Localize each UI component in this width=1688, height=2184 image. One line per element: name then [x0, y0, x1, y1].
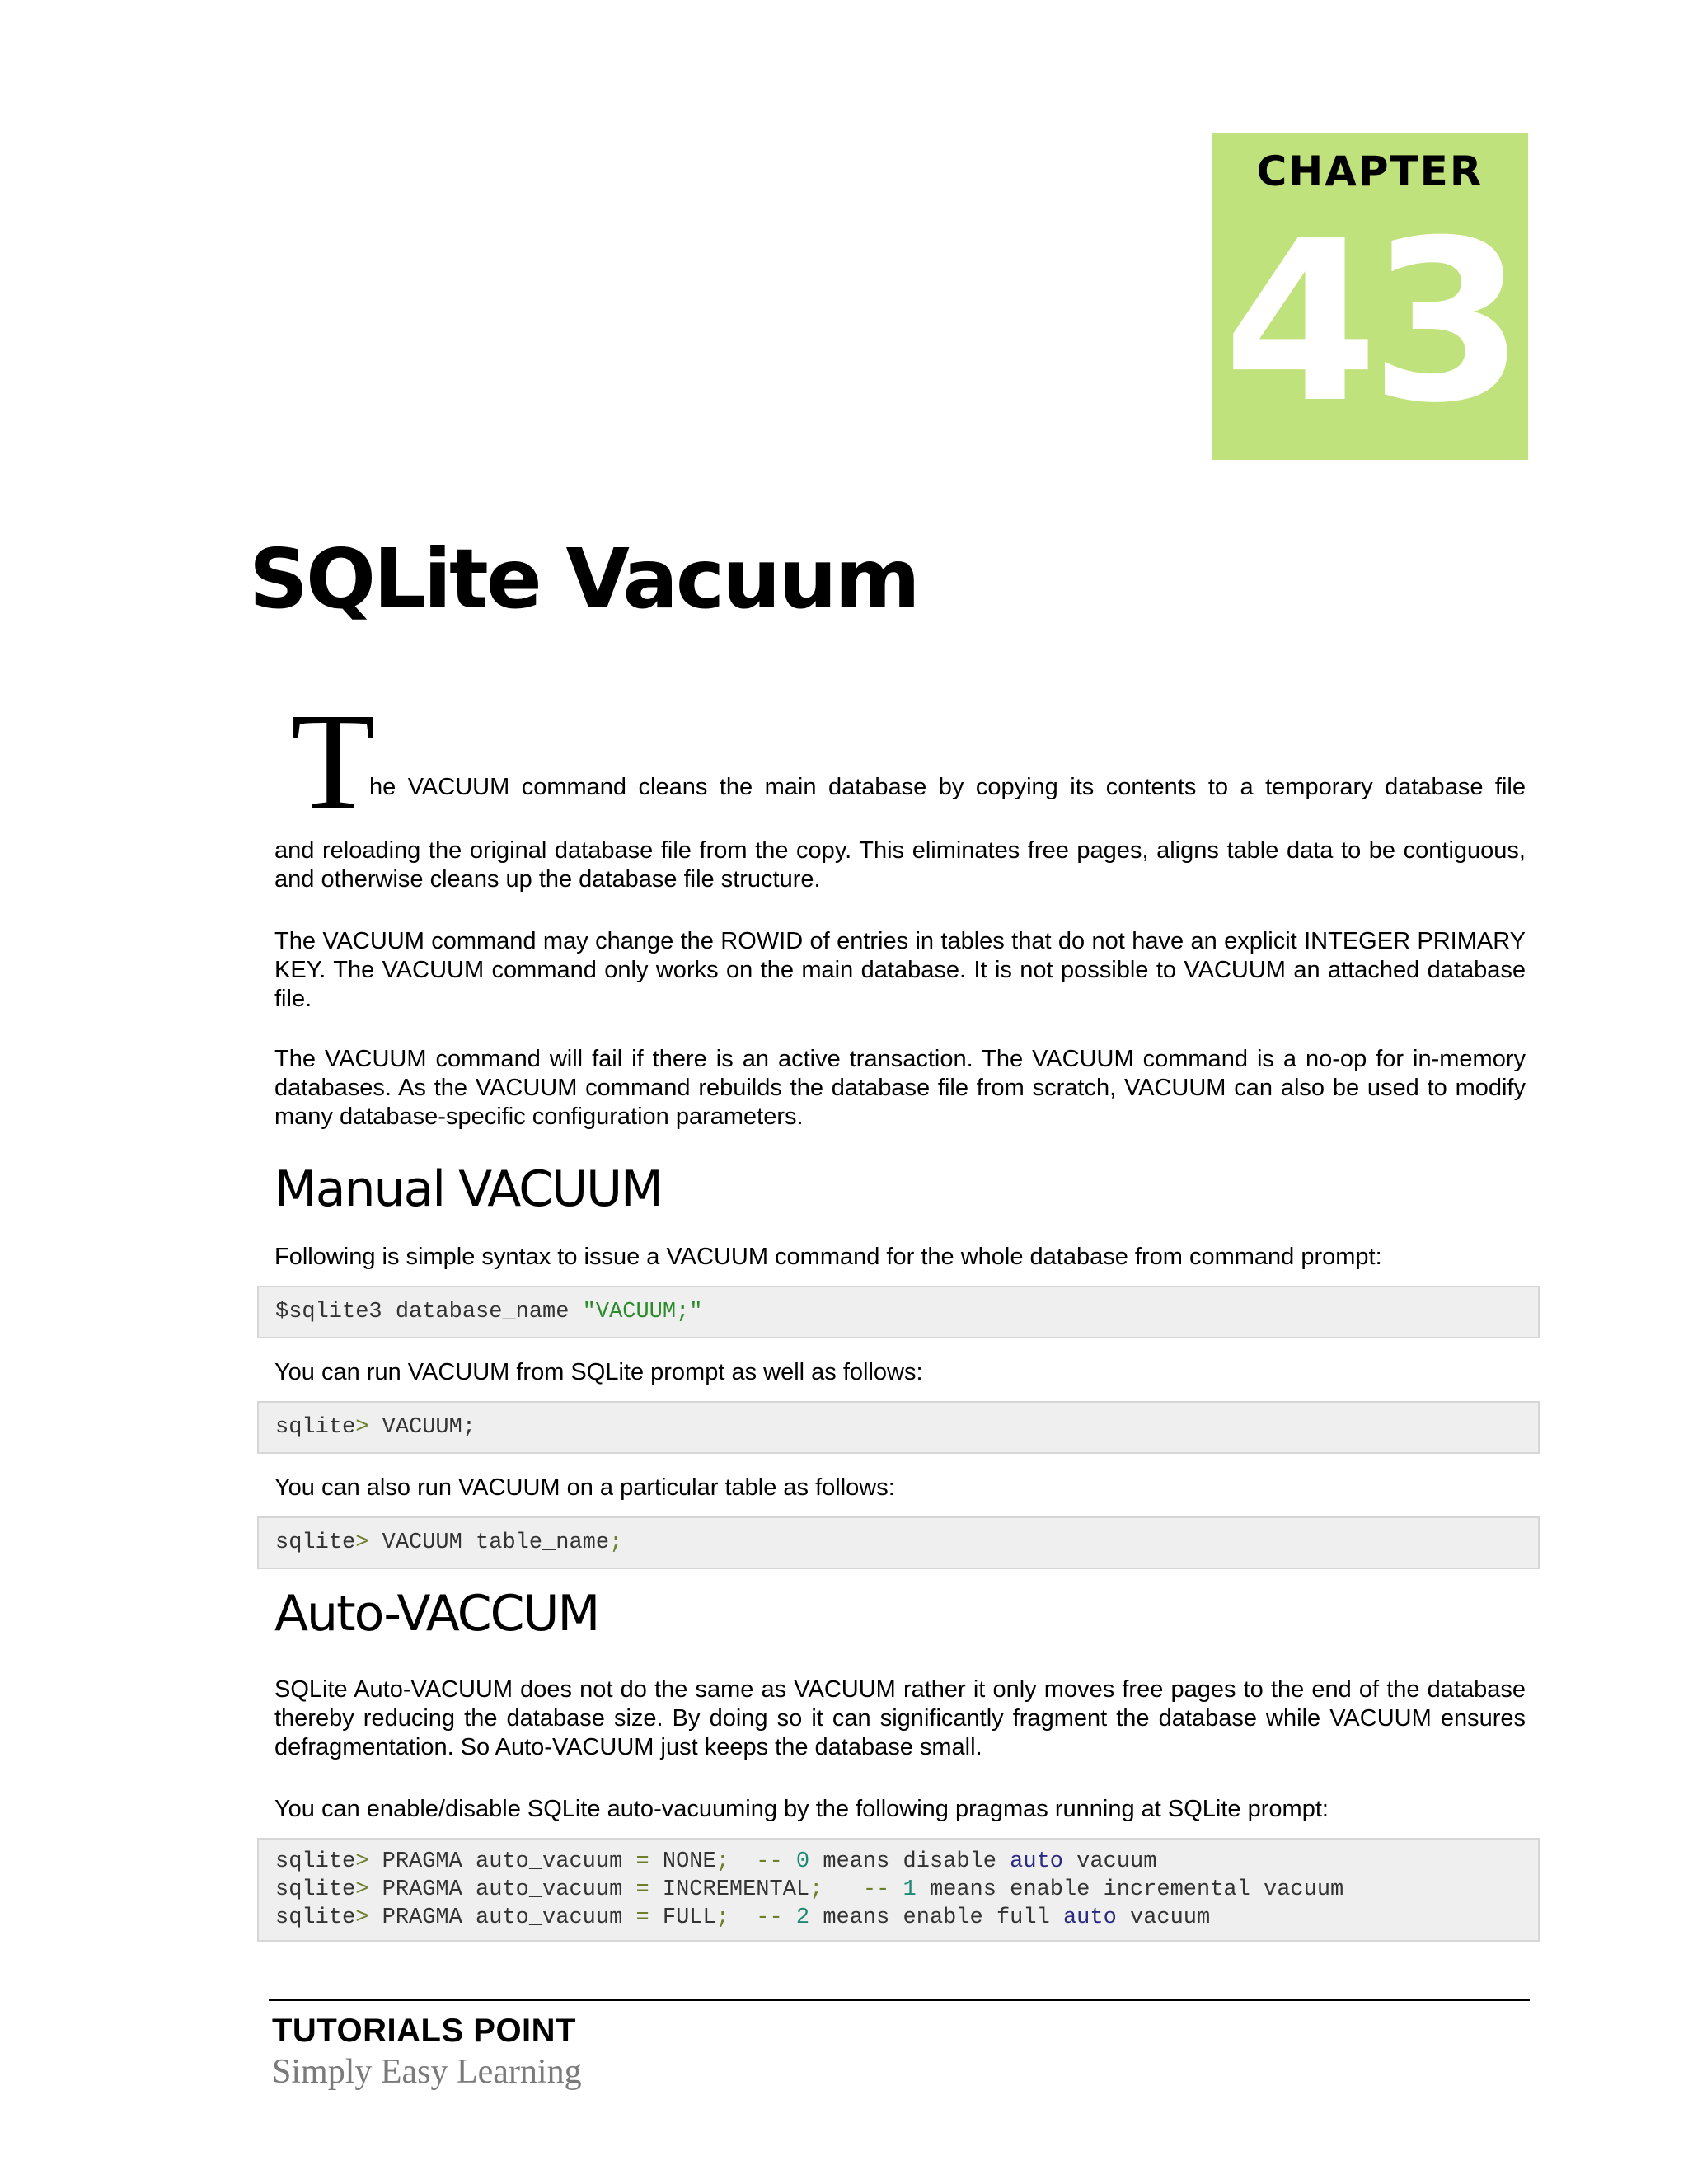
paragraph-text: You can also run VACUUM on a particular table as follows: [274, 1474, 895, 1501]
code-number: 1 [889, 1877, 917, 1902]
code-block-sqlite-prompt [257, 1401, 1540, 1454]
code-prompt: sqlite [275, 1877, 356, 1902]
code-equals: = [635, 1849, 649, 1874]
code-stmt: VACUUM; [368, 1415, 476, 1440]
paragraph-text: You can enable/disable SQLite auto-vacuuming by the following pragmas running at SQLite prompt: [274, 1796, 1329, 1822]
code-string: "VACUUM;" [582, 1300, 703, 1324]
code-prompt-gt: > [355, 1905, 369, 1930]
code-comment-text: vacuum [1116, 1905, 1211, 1930]
chapter-label: CHAPTER [1256, 148, 1484, 195]
code-comment-text: means enable incremental vacuum [916, 1877, 1344, 1902]
code-line [275, 1876, 1522, 1904]
code-stmt: VACUUM table_name [368, 1530, 610, 1555]
code-line [275, 1413, 1522, 1441]
code-comment-text: means disable [809, 1849, 1010, 1874]
code-block-pragmas [257, 1838, 1540, 1942]
code-comment-dash: -- [729, 1849, 783, 1874]
code-semicolon: ; [715, 1849, 729, 1874]
code-comment-text: means enable full [809, 1905, 1063, 1930]
code-number: 0 [782, 1849, 810, 1874]
code-cmd: PRAGMA auto_vacuum [368, 1905, 636, 1930]
footer-divider [269, 1999, 1530, 2001]
chapter-badge [1212, 133, 1528, 460]
code-prompt: sqlite [275, 1849, 356, 1874]
code-value: INCREMENTAL [649, 1877, 810, 1902]
chapter-number: 43 [1223, 192, 1517, 452]
paragraph-text: The VACUUM command may change the ROWID of entries in tables that do not have an explicit INTEGER PRIMARY KEY. The VACUUM command only works on the main database. It is not possible to VACUUM an attached database file. [274, 928, 1526, 1012]
code-prompt-gt: > [355, 1849, 369, 1874]
code-comment-dash: -- [729, 1905, 783, 1930]
code-equals: = [635, 1877, 649, 1902]
code-prompt: sqlite [275, 1530, 356, 1555]
code-keyword: auto [1010, 1849, 1063, 1874]
manual-text-3 [274, 1474, 1526, 1502]
intro-paragraph [274, 837, 1526, 894]
paragraph-transaction [274, 1045, 1526, 1132]
code-comment-text: vacuum [1062, 1849, 1157, 1874]
section-heading-auto: Auto-VACCUM [274, 1585, 599, 1643]
code-cmd: PRAGMA auto_vacuum [368, 1877, 636, 1902]
footer-tagline: Simply Easy Learning [272, 2053, 582, 2091]
code-cmd: $sqlite3 database_name [275, 1300, 583, 1324]
code-line [275, 1298, 1522, 1326]
code-block-table [257, 1516, 1540, 1569]
paragraph-rowid [274, 927, 1526, 1014]
code-semicolon: ; [715, 1905, 729, 1930]
intro-first-line [274, 685, 1526, 838]
code-semicolon: ; [609, 1530, 623, 1555]
paragraph-text: The VACUUM command will fail if there is an active transaction. The VACUUM command is a no-op for in-memory databases. As the VACUUM command rebuilds the database file from scratch, VACUUM can also be used to modify many database-specific configuration parameters. [274, 1046, 1526, 1130]
code-line [275, 1529, 1522, 1557]
code-keyword: auto [1062, 1905, 1117, 1930]
code-equals: = [635, 1905, 649, 1930]
manual-text-1 [274, 1243, 1526, 1272]
code-prompt-gt: > [355, 1877, 369, 1902]
auto-text-2 [274, 1795, 1526, 1824]
code-prompt-gt: > [355, 1530, 369, 1555]
code-comment-dash: -- [823, 1877, 890, 1902]
code-semicolon: ; [809, 1877, 823, 1902]
section-heading-manual: Manual VACUUM [274, 1160, 662, 1218]
code-cmd: PRAGMA auto_vacuum [368, 1849, 636, 1874]
manual-text-2 [274, 1358, 1526, 1387]
page-title: SQLite Vacuum [249, 531, 918, 627]
code-block-command-prompt [257, 1286, 1540, 1338]
auto-text-1 [274, 1675, 1526, 1762]
paragraph-text: SQLite Auto-VACUUM does not do the same as VACUUM rather it only moves free pages to the end of the database thereby reducing the database size. By doing so it can significantly fragment the database while VACUUM ensures defragmentation. So Auto-VACUUM just keeps the database small. [274, 1676, 1526, 1760]
code-value: NONE [649, 1849, 716, 1874]
footer-brand: TUTORIALS POINT [272, 2013, 576, 2049]
code-prompt: sqlite [275, 1415, 356, 1440]
code-line [275, 1904, 1522, 1932]
code-prompt-gt: > [355, 1415, 369, 1440]
intro-rest: and reloading the original database file from the copy. This eliminates free pages, aligns table data to be contiguous, and otherwise cleans up the database file structure. [274, 837, 1526, 893]
code-prompt: sqlite [275, 1905, 356, 1930]
intro-line: he VACUUM command cleans the main database by copying its contents to a temporary database file [369, 774, 1526, 800]
code-line [275, 1848, 1522, 1876]
paragraph-text: You can run VACUUM from SQLite prompt as well as follows: [274, 1359, 923, 1385]
code-number: 2 [782, 1905, 810, 1930]
code-value: FULL [649, 1905, 716, 1930]
paragraph-text: Following is simple syntax to issue a VACUUM command for the whole database from command prompt: [274, 1244, 1382, 1270]
drop-cap: T [291, 685, 376, 838]
